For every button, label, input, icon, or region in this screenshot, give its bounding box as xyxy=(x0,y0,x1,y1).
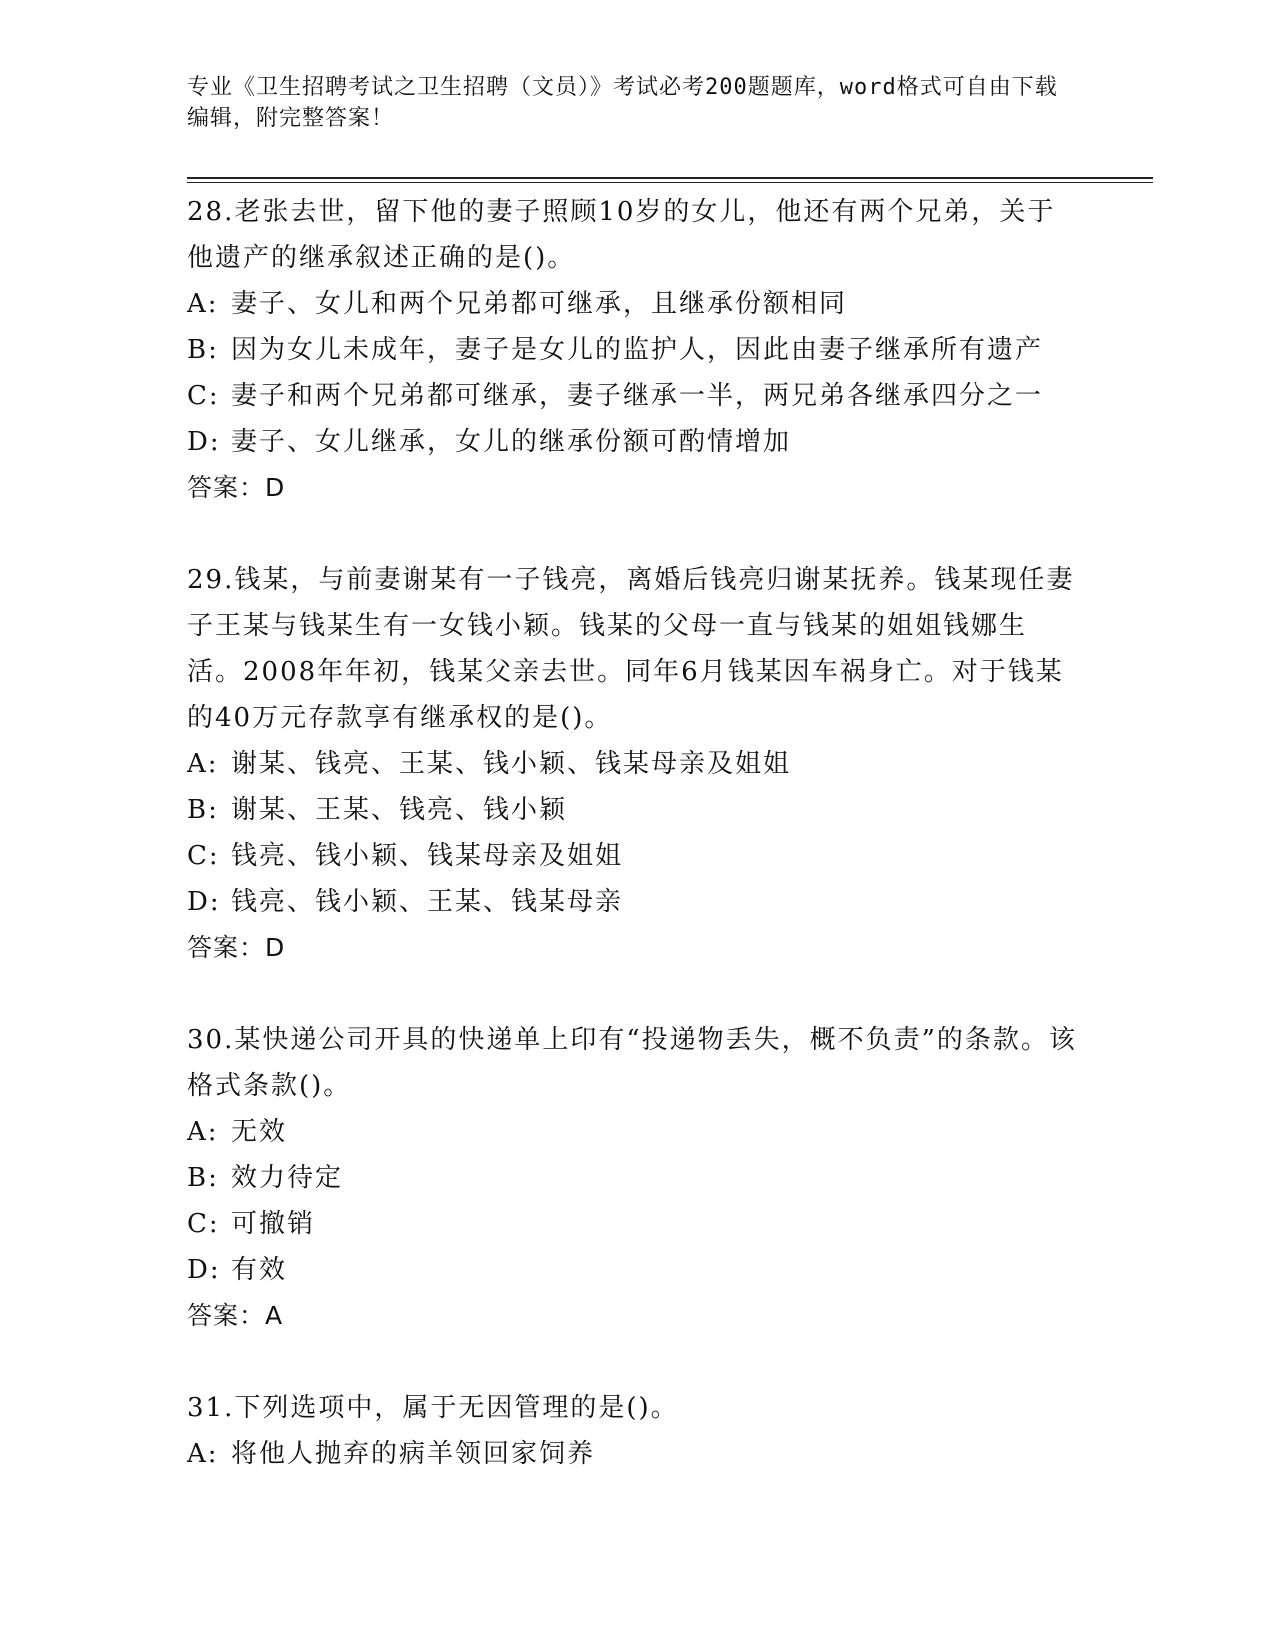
option-c xyxy=(187,833,1077,879)
option-text: 谢某、王某、钱亮、钱小颖 xyxy=(231,795,568,825)
answer-value: D xyxy=(265,933,285,962)
option-d xyxy=(187,1247,1077,1293)
option-key: D: xyxy=(187,887,221,917)
option-text: 将他人抛弃的病羊领回家饲养 xyxy=(231,1439,596,1469)
question-31 xyxy=(187,1385,1077,1477)
option-key: A: xyxy=(187,1117,219,1147)
option-key: A: xyxy=(187,749,219,779)
answer-line xyxy=(187,1293,1077,1339)
option-b xyxy=(187,1155,1077,1201)
question-list xyxy=(187,189,1077,1477)
question-28 xyxy=(187,189,1077,511)
question-29 xyxy=(187,557,1077,971)
answer-value: A xyxy=(265,1301,283,1330)
question-stem: 31.下列选项中，属于无因管理的是()。 xyxy=(187,1393,679,1423)
option-key: C: xyxy=(187,841,220,871)
option-d xyxy=(187,879,1077,925)
option-text: 钱亮、钱小颖、钱某母亲及姐姐 xyxy=(231,841,624,871)
option-text: 因为女儿未成年，妻子是女儿的监护人，因此由妻子继承所有遗产 xyxy=(231,335,1044,365)
option-b xyxy=(187,327,1077,373)
option-text: 钱亮、钱小颖、王某、钱某母亲 xyxy=(231,887,624,917)
option-key: C: xyxy=(187,1209,220,1239)
answer-line xyxy=(187,465,1077,511)
option-a xyxy=(187,1109,1077,1155)
option-key: C: xyxy=(187,381,220,411)
option-d xyxy=(187,419,1077,465)
answer-label: 答案： xyxy=(187,933,266,962)
header-divider-thick xyxy=(187,177,1153,179)
option-key: B: xyxy=(187,335,219,365)
option-text: 谢某、钱亮、王某、钱小颖、钱某母亲及姐姐 xyxy=(231,749,792,779)
option-c xyxy=(187,373,1077,419)
option-key: D: xyxy=(187,1255,221,1285)
option-c xyxy=(187,1201,1077,1247)
answer-line xyxy=(187,925,1077,971)
option-a xyxy=(187,281,1077,327)
question-30 xyxy=(187,1017,1077,1339)
header-divider-thin xyxy=(187,182,1153,183)
option-text: 无效 xyxy=(231,1117,288,1147)
option-text: 有效 xyxy=(231,1255,288,1285)
option-b xyxy=(187,787,1077,833)
option-text: 妻子、女儿继承，女儿的继承份额可酌情增加 xyxy=(231,427,792,457)
option-key: D: xyxy=(187,427,221,457)
answer-label: 答案： xyxy=(187,1301,266,1330)
question-stem: 28.老张去世，留下他的妻子照顾10岁的女儿，他还有两个兄弟，关于他遗产的继承叙述正确的是()。 xyxy=(187,197,1056,273)
document-header: 专业《卫生招聘考试之卫生招聘（文员）》考试必考200题题库，word格式可自由下载编辑，附完整答案！ xyxy=(187,75,1058,131)
option-key: B: xyxy=(187,795,219,825)
option-a xyxy=(187,1431,1077,1477)
question-stem: 30.某快递公司开具的快递单上印有“投递物丢失，概不负责”的条款。该格式条款()。 xyxy=(187,1025,1077,1101)
option-text: 妻子和两个兄弟都可继承，妻子继承一半，两兄弟各继承四分之一 xyxy=(231,381,1044,411)
question-stem: 29.钱某，与前妻谢某有一子钱亮，离婚后钱亮归谢某抚养。钱某现任妻子王某与钱某生有一女钱小颖。钱某的父母一直与钱某的姐姐钱娜生活。2008年年初，钱某父亲去世。同年6月钱某因车祸身亡。对于钱某的40万元存款享有继承权的是()。 xyxy=(187,565,1075,733)
answer-label: 答案： xyxy=(187,473,266,502)
option-a xyxy=(187,741,1077,787)
option-key: A: xyxy=(187,289,219,319)
option-text: 可撤销 xyxy=(231,1209,316,1239)
option-text: 妻子、女儿和两个兄弟都可继承，且继承份额相同 xyxy=(231,289,848,319)
option-key: B: xyxy=(187,1163,219,1193)
answer-value: D xyxy=(265,473,285,502)
option-text: 效力待定 xyxy=(231,1163,344,1193)
option-key: A: xyxy=(187,1439,219,1469)
